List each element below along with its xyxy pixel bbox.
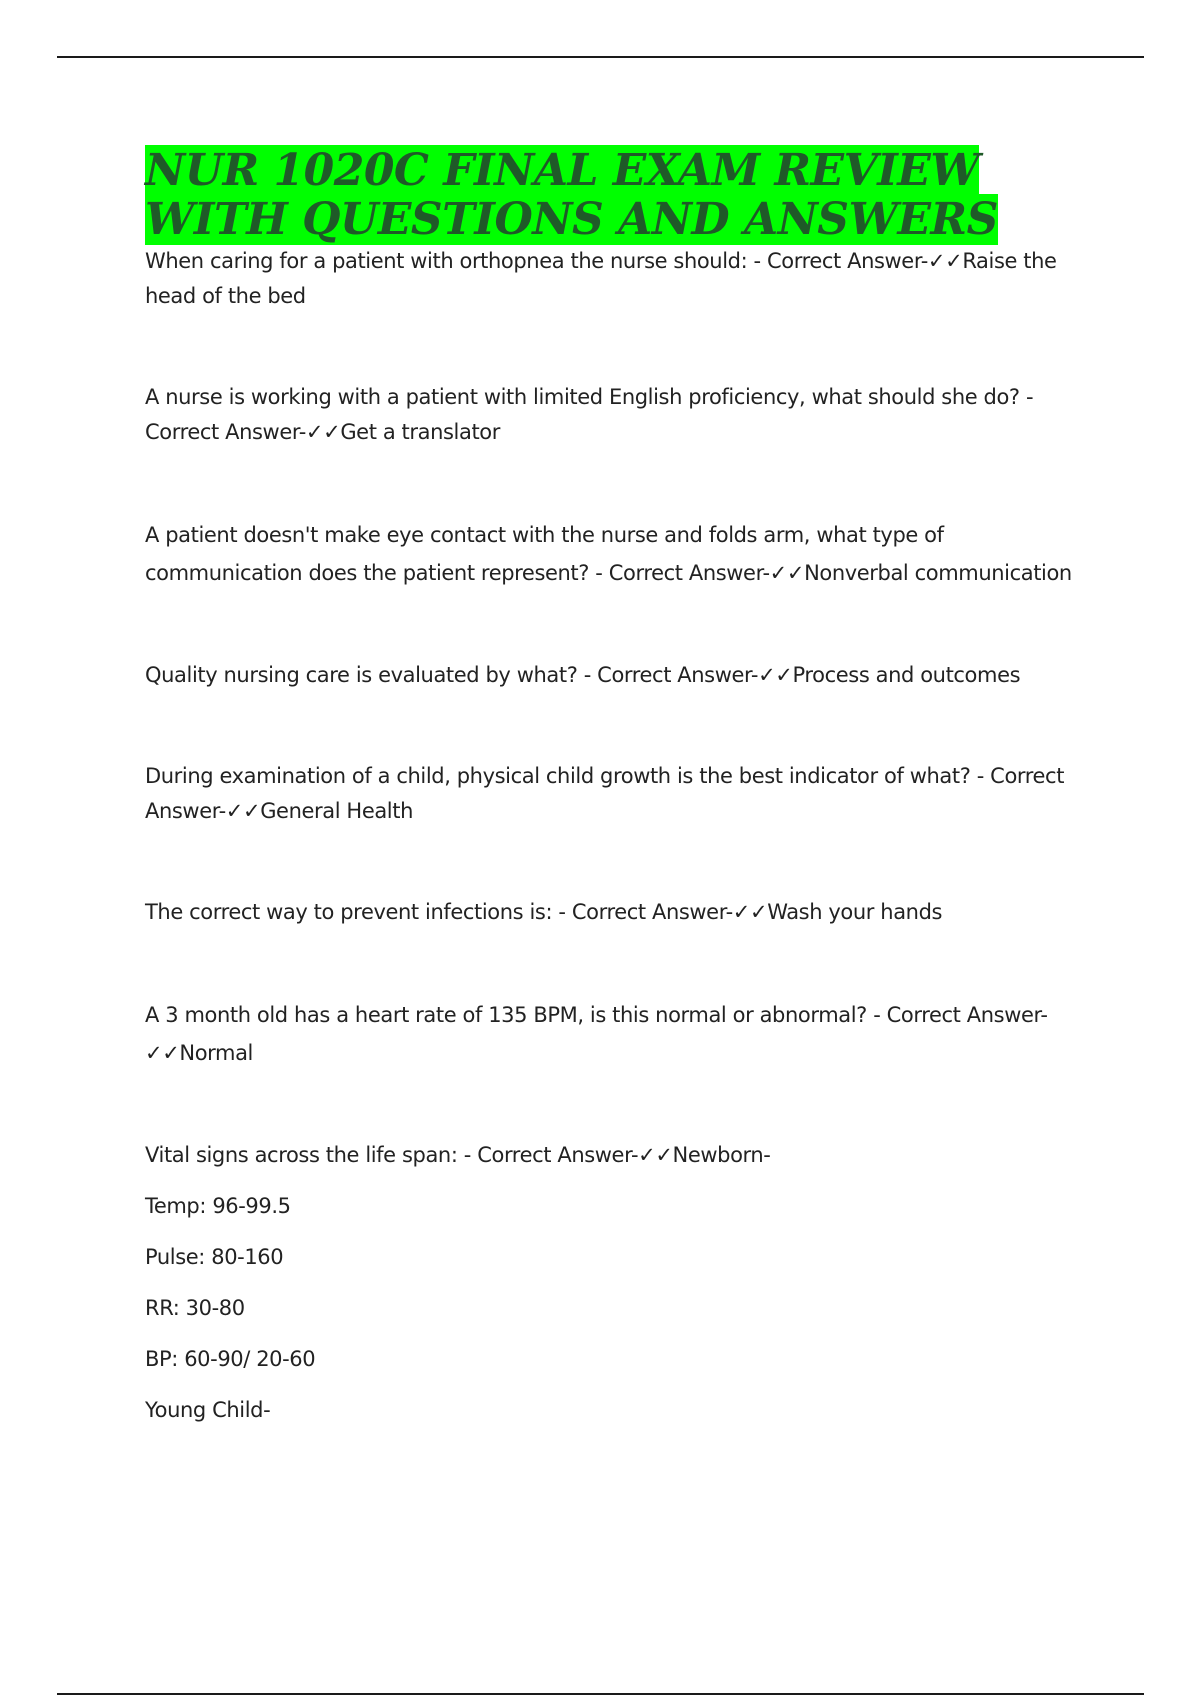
qa-item: Quality nursing care is evaluated by what? - Correct Answer-✓✓Process and outcomes [145, 663, 1021, 687]
document-title: NUR 1020C FINAL EXAM REVIEW WITH QUESTIONS AND ANSWERS [145, 145, 998, 245]
check-icon: ✓✓ [145, 1041, 180, 1065]
vitals-line: Young Child- [145, 1398, 271, 1422]
bottom-rule [57, 1693, 1144, 1695]
document-body [145, 146, 1085, 1444]
qa-item: During examination of a child, physical child growth is the best indicator of what? - Correct Answer-✓✓General Health [145, 764, 1065, 823]
check-icon: ✓✓ [927, 249, 963, 273]
check-icon: ✓✓ [225, 799, 261, 823]
qa-item: A nurse is working with a patient with limited English proficiency, what should she do? - Correct Answer-✓✓Get a translator [145, 385, 1034, 444]
qa-item: A 3 month old has a heart rate of 135 BPM, is this normal or abnormal? - Correct Answer-✓✓Normal [145, 1003, 1048, 1065]
check-icon: ✓✓ [769, 561, 805, 585]
qa-item: A patient doesn't make eye contact with the nurse and folds arm, what type of communication does the patient represent? - Correct Answer-✓✓Nonverbal communication [145, 523, 1072, 585]
check-icon: ✓✓ [638, 1143, 673, 1167]
vitals-line: Temp: 96-99.5 [145, 1194, 291, 1218]
check-icon: ✓✓ [758, 663, 793, 687]
check-icon: ✓✓ [305, 420, 341, 444]
qa-item: Vital signs across the life span: - Correct Answer-✓✓Newborn- [145, 1143, 771, 1167]
qa-item: The correct way to prevent infections is: - Correct Answer-✓✓Wash your hands [145, 900, 943, 924]
top-rule [57, 56, 1144, 58]
vitals-line: BP: 60-90/ 20-60 [145, 1347, 316, 1371]
check-icon: ✓✓ [732, 900, 768, 924]
vitals-line: RR: 30-80 [145, 1296, 245, 1320]
vitals-line: Pulse: 80-160 [145, 1245, 284, 1269]
qa-item: When caring for a patient with orthopnea the nurse should: - Correct Answer-✓✓Raise the head of the bed [145, 249, 1057, 308]
